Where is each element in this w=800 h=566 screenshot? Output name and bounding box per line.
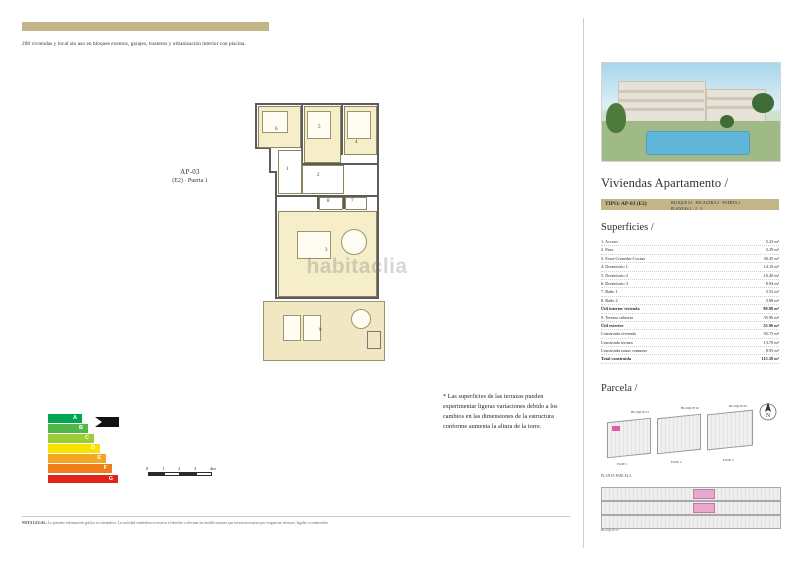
surface-row (601, 339, 779, 347)
wall-bottom (275, 297, 379, 299)
site-label-bloque-02: BLOQUE 02 (681, 406, 699, 410)
surface-value: 14.10 m² (763, 264, 779, 270)
photo-pool (646, 131, 750, 155)
surface-name: 6. Dormitorio 3 (601, 280, 628, 286)
surface-row-total (601, 355, 779, 363)
surface-name: 7. Baño 1 (601, 289, 618, 295)
column-divider (583, 18, 584, 548)
room-paso (302, 165, 344, 194)
scale-bar (140, 466, 236, 488)
terrace-furniture-a (283, 315, 301, 341)
terrace-table (351, 309, 371, 329)
site-label-fase-1: FASE 1 (617, 462, 628, 466)
surface-value: 3.29 m² (765, 247, 779, 253)
site-plan-caption: PLANTA PARCELA (601, 474, 632, 478)
energy-band-c-label: C (85, 435, 89, 442)
surface-value: 5.23 m² (765, 239, 779, 244)
site-label-fase-2: FASE 2 (671, 460, 682, 464)
photo-palm-mid (720, 115, 734, 128)
room-number-5: 5 (318, 125, 321, 130)
scale-tick-4: 4m (210, 466, 216, 471)
room-number-9: 9 (319, 328, 322, 333)
lower-row-1 (601, 487, 781, 501)
surface-value: 92.73 m² (763, 331, 779, 337)
surface-name: Total construida (601, 356, 632, 362)
unit-label (160, 168, 220, 184)
energy-band-a (48, 414, 82, 423)
scale-tick-1: 1 (162, 466, 165, 471)
surface-name: Construida terraza (601, 339, 633, 345)
legal-prefix: NOTA LEGAL: (22, 521, 47, 525)
surface-row (601, 297, 779, 305)
surface-name: 4. Dormitorio 1 (601, 264, 628, 270)
site-block-01 (607, 418, 651, 459)
surface-name: 9. Terraza cubierta (601, 314, 633, 320)
surface-value: 8.95 m² (765, 348, 779, 354)
header-accent-bar (22, 22, 269, 31)
energy-band-g (48, 475, 118, 484)
surface-row (601, 246, 779, 254)
surface-row-subtotal (601, 322, 779, 330)
compass-north (759, 400, 777, 422)
surfaces-table (601, 238, 779, 364)
furniture-dining-table (341, 229, 367, 255)
partition-2 (341, 103, 343, 155)
energy-band-d-label: D (91, 445, 95, 452)
energy-band-f (48, 464, 112, 473)
surface-name: 1. Acceso (601, 239, 618, 244)
typology-bar (601, 199, 779, 210)
room-number-2: 2 (317, 173, 320, 178)
surfaces-title: Superficies / (601, 222, 654, 233)
energy-selected-marker (95, 414, 119, 424)
building-photo (601, 62, 781, 162)
surface-row (601, 238, 779, 246)
typology-line-1: BLOQUE 01 · ESCALERA 2 · PUERTA 1 (671, 200, 741, 205)
surface-value: 115.38 m² (761, 356, 779, 362)
surface-name: Útil interior vivienda (601, 306, 640, 312)
surface-name: Construida zonas comunes (601, 348, 648, 354)
surface-value: 10.40 m² (763, 272, 779, 278)
surface-name: 3. Estar-Comedor-Cocina (601, 255, 645, 261)
surface-value: 3.52 m² (765, 289, 779, 295)
energy-band-e (48, 454, 106, 463)
room-number-8: 8 (327, 199, 330, 204)
energy-band-c (48, 434, 94, 443)
surface-row (601, 314, 779, 322)
lower-caption: BLOQUE 01 (601, 528, 619, 532)
surface-name: 8. Baño 2 (601, 297, 618, 303)
surface-row (601, 255, 779, 263)
furniture-bed-1 (347, 111, 371, 139)
site-unit-highlight (612, 426, 620, 431)
surface-value: 35.96 m² (763, 314, 779, 320)
surface-value: 13.70 m² (763, 339, 779, 345)
photo-palm-right (752, 93, 774, 113)
floor-plan (255, 103, 435, 393)
surface-row (601, 330, 779, 338)
unit-code: AP-03 (180, 168, 200, 176)
energy-band-d (48, 444, 100, 453)
energy-rating-chart (48, 414, 138, 486)
surface-row (601, 263, 779, 271)
typology-line-2: PLANTAS 1 · 2 · 3 (671, 205, 703, 211)
wall-left-lower (275, 171, 277, 299)
scale-tick-2: 2 (178, 466, 181, 471)
room-number-7: 7 (351, 199, 354, 204)
unit-door: (E2) · Puerta 1 (172, 178, 208, 184)
photo-building-main (618, 81, 706, 123)
site-label-fase-3: FASE 3 (723, 458, 734, 462)
surface-value: 3.88 m² (765, 297, 779, 303)
legal-text: La presente información gráfica es orientativa. La sociedad vendedora se reserva el derecho a efectuar las modificaciones que fueran necesarias por exigencias técnicas, legales o comerciales. (47, 521, 329, 525)
room-number-6: 6 (275, 127, 278, 132)
surface-name: 2. Paso (601, 247, 614, 253)
energy-band-g-label: G (108, 475, 113, 482)
typology-label: TIPO: AP-03 (E2) (605, 201, 647, 208)
wall-left-upper (255, 103, 257, 149)
surface-row (601, 288, 779, 296)
wall-step-b (269, 147, 271, 173)
surface-value: 35.96 m² (763, 322, 779, 328)
room-number-1: 1 (286, 167, 289, 172)
surface-value: 80.98 m² (763, 306, 779, 312)
terrace-planter (367, 331, 381, 349)
typology-detail (671, 200, 740, 212)
surface-value: 30.45 m² (763, 255, 779, 261)
lower-row-3 (601, 515, 781, 529)
surface-row (601, 280, 779, 288)
watermark: habitaclia (306, 255, 408, 278)
lower-floor-diagram (601, 485, 779, 533)
legal-note (22, 516, 570, 525)
site-block-02 (657, 414, 701, 455)
lower-row-2 (601, 501, 781, 515)
scale-tick-3: 3 (194, 466, 197, 471)
project-intro-text: 208 viviendas y local sin uso en bloques exentos, garajes, trasteros y urbanización interior con piscina. (22, 41, 246, 47)
site-block-03 (707, 410, 753, 451)
plot-title: Parcela / (601, 383, 638, 394)
energy-band-e-label: E (97, 455, 101, 462)
surface-row-subtotal (601, 305, 779, 313)
energy-band-f-label: F (103, 465, 107, 472)
site-plan (601, 398, 779, 480)
energy-band-a-label: A (73, 415, 77, 421)
site-label-bloque-01: BLOQUE 01 (631, 410, 649, 414)
room-acceso (278, 150, 302, 194)
wall-top (255, 103, 379, 105)
energy-band-b (48, 424, 88, 433)
surface-value: 8.94 m² (765, 280, 779, 286)
lower-highlight-1 (693, 489, 715, 499)
surface-name: Útil exterior (601, 322, 624, 328)
terrace-note: * Las superficies de las terrazas pueden experimentar ligeras variaciones debido a los cambios en las dimensiones de la estructura conforme aumenta la altura de la torre. (443, 393, 558, 431)
surface-name: Construida vivienda (601, 331, 636, 337)
energy-band-b-label: B (79, 425, 83, 432)
surface-row (601, 347, 779, 355)
surface-name: 5. Dormitorio 2 (601, 272, 628, 278)
photo-tree-left (606, 103, 626, 133)
room-bano-1 (345, 197, 367, 210)
room-number-3: 3 (325, 248, 328, 253)
svg-text:N: N (765, 413, 771, 419)
room-bano-2 (319, 197, 343, 210)
site-label-bloque-03: BLOQUE 03 (729, 404, 747, 408)
section-title-apartments: Viviendas Apartamento / (601, 176, 729, 190)
surface-row (601, 272, 779, 280)
scale-tick-0: 0 (146, 466, 149, 471)
lower-highlight-2 (693, 503, 715, 513)
room-number-4: 4 (355, 140, 358, 145)
